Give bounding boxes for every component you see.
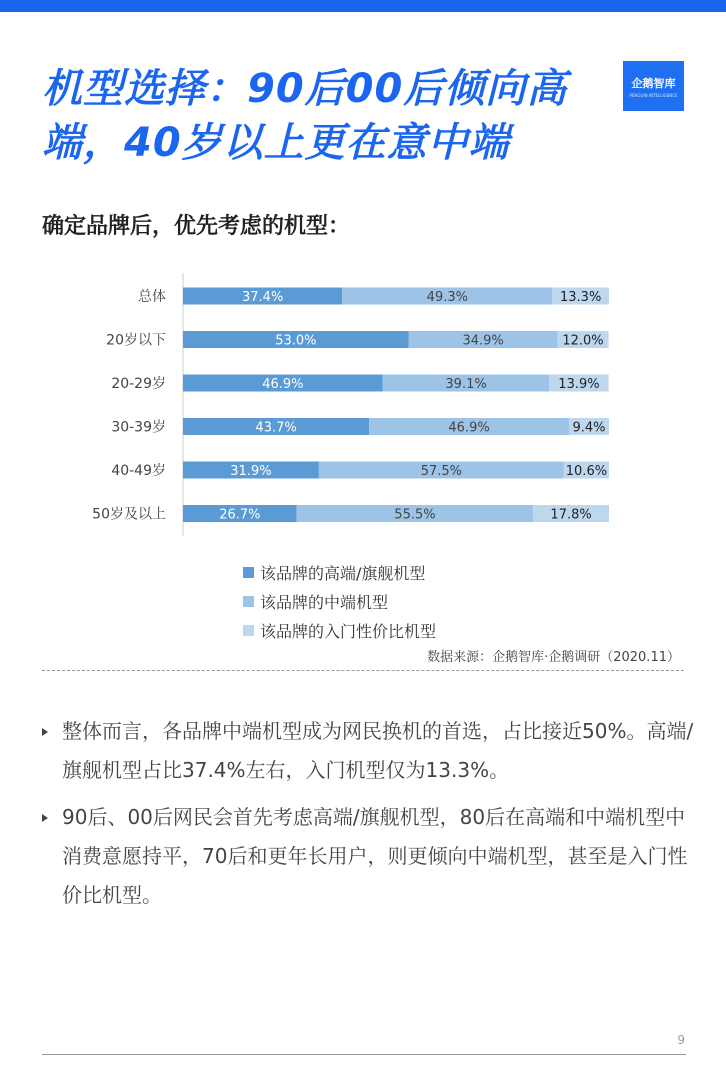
legend-label: 该品牌的高端/旗舰机型 <box>260 564 426 583</box>
legend-label: 该品牌的中端机型 <box>260 593 389 612</box>
data-label: 31.9% <box>230 464 272 479</box>
bullet-item <box>42 798 702 915</box>
page-number: 9 <box>677 1033 685 1047</box>
data-label: 49.3% <box>426 290 468 305</box>
data-label: 39.1% <box>445 377 487 392</box>
footer-divider <box>42 1054 686 1055</box>
data-label: 55.5% <box>394 507 436 523</box>
y-tick-label: 20-29岁 <box>111 376 166 392</box>
y-tick-label: 总体 <box>138 289 166 305</box>
legend-swatch <box>243 625 254 636</box>
brand-logo <box>623 61 684 111</box>
legend-label: 该品牌的入门性价比机型 <box>260 622 437 641</box>
data-label: 9.4% <box>572 420 606 436</box>
logo-subtext: PENGUIN INTELLIGENCE <box>629 92 678 98</box>
data-label: 10.6% <box>565 464 608 479</box>
data-label: 13.9% <box>558 377 600 392</box>
legend-item <box>243 616 436 645</box>
bullet-text: 90后、00后网民会首先考虑高端/旗舰机型，80后在高端和中端机型中消费意愿持平，70后和更年长用户，则更倾向中端机型，甚至是入门性价比机型。 <box>62 805 688 907</box>
y-tick-label: 20岁以下 <box>106 332 166 349</box>
chart-subtitle: 确定品牌后，优先考虑的机型： <box>42 214 351 239</box>
data-label: 26.7% <box>219 507 261 523</box>
data-label: 46.9% <box>448 420 490 436</box>
logo-text: 企鹅智库 <box>631 76 676 90</box>
bullet-list <box>42 712 702 923</box>
legend-item <box>243 587 436 616</box>
data-source: 数据来源：企鹅智库·企鹅调研（2020.11） <box>427 650 680 665</box>
data-label: 13.3% <box>560 290 602 305</box>
legend-swatch <box>243 567 254 578</box>
data-label: 43.7% <box>255 420 297 436</box>
stacked-bar-chart <box>0 270 726 550</box>
data-label: 57.5% <box>420 464 463 479</box>
y-tick-label: 30-39岁 <box>111 419 166 436</box>
top-accent-bar <box>0 0 726 12</box>
y-tick-label: 40-49岁 <box>111 463 166 479</box>
data-label: 37.4% <box>242 290 284 305</box>
bullet-triangle-icon <box>42 728 48 736</box>
legend-item <box>243 558 436 587</box>
data-label: 46.9% <box>262 377 304 392</box>
y-tick-label: 50岁及以上 <box>92 506 166 523</box>
legend-swatch <box>243 596 254 607</box>
bullet-item <box>42 712 702 790</box>
bullet-text: 整体而言，各品牌中端机型成为网民换机的首选，占比接近50%。高端/旗舰机型占比37.4%左右，入门机型仅为13.3%。 <box>62 719 694 782</box>
dashed-divider <box>42 670 684 671</box>
data-label: 34.9% <box>462 333 504 349</box>
data-label: 17.8% <box>550 507 592 523</box>
chart-legend <box>243 558 436 645</box>
data-label: 12.0% <box>562 333 604 349</box>
page-title: 机型选择：90后00后倾向高端，40岁以上更在意中端 <box>42 66 568 166</box>
bullet-triangle-icon <box>42 814 48 822</box>
data-label: 53.0% <box>275 333 317 349</box>
